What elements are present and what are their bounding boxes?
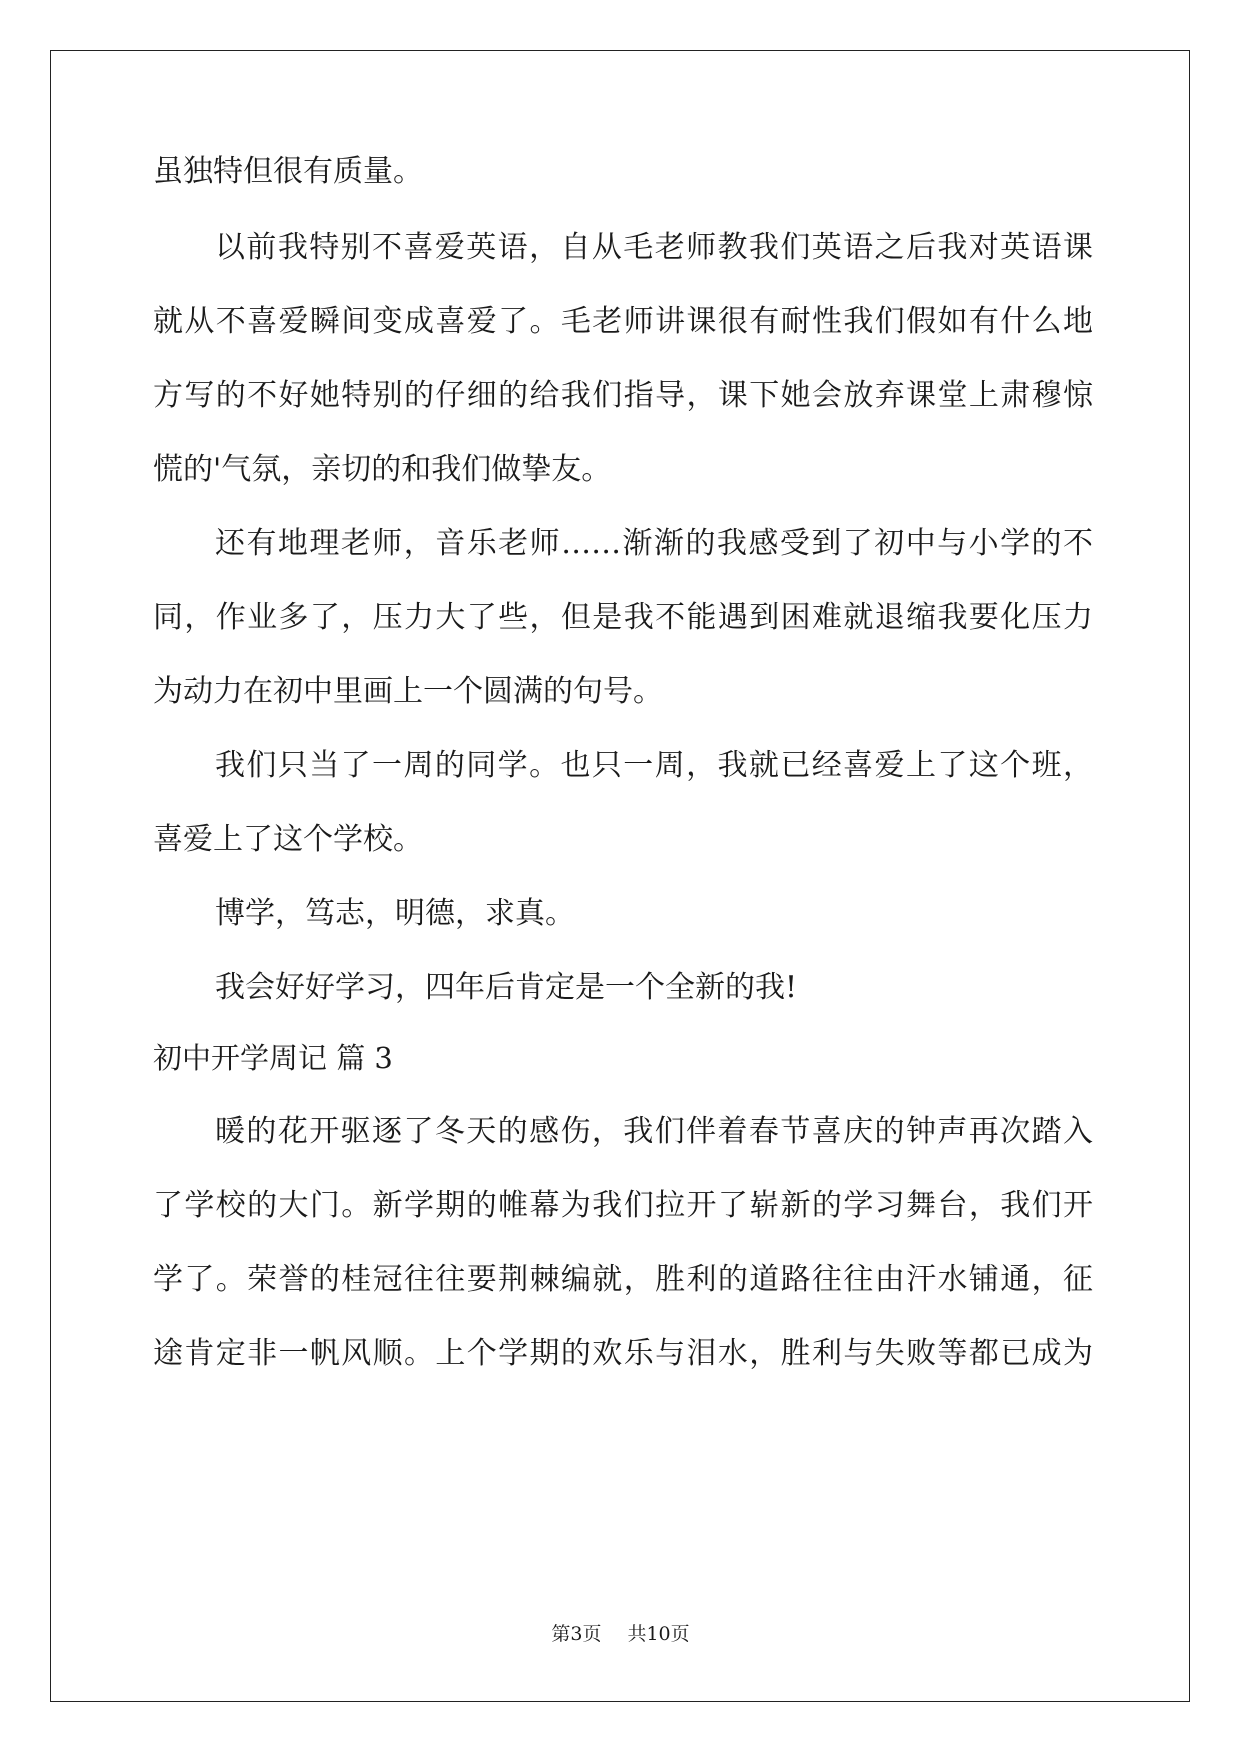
paragraph-line: 博学，笃志，明德，求真。 — [215, 896, 575, 931]
paragraph-line: 虽独特但很有质量。 — [153, 154, 423, 189]
paragraph-line: 同，作业多了，压力大了些，但是我不能遇到困难就退缩我要化压力 — [153, 600, 1093, 635]
paragraph-line: 途肯定非一帆风顺。上个学期的欢乐与泪水，胜利与失败等都已成为 — [153, 1336, 1093, 1371]
paragraph-line: 喜爱上了这个学校。 — [153, 822, 423, 857]
paragraph-line: 以前我特别不喜爱英语，自从毛老师教我们英语之后我对英语课 — [215, 230, 1093, 265]
page-number: 第3页 — [551, 1623, 602, 1645]
paragraph-line: 学了。荣誉的桂冠往往要荆棘编就，胜利的道路往往由汗水铺通，征 — [153, 1262, 1093, 1297]
paragraph-line: 慌的'气氛，亲切的和我们做挚友。 — [153, 452, 612, 487]
section-heading: 初中开学周记 篇 3 — [153, 1041, 393, 1075]
total-pages: 共10页 — [627, 1623, 690, 1645]
paragraph-line: 了学校的大门。新学期的帷幕为我们拉开了崭新的学习舞台，我们开 — [153, 1188, 1093, 1223]
page-footer — [0, 1622, 1241, 1646]
paragraph-line: 就从不喜爱瞬间变成喜爱了。毛老师讲课很有耐性我们假如有什么地 — [153, 304, 1093, 339]
paragraph-line: 我会好好学习，四年后肯定是一个全新的我! — [215, 970, 798, 1005]
paragraph-line: 方写的不好她特别的仔细的给我们指导，课下她会放弃课堂上肃穆惊 — [153, 378, 1093, 413]
paragraph-line: 我们只当了一周的同学。也只一周，我就已经喜爱上了这个班， — [215, 748, 1093, 783]
paragraph-line: 为动力在初中里画上一个圆满的句号。 — [153, 674, 663, 709]
paragraph-line: 还有地理老师，音乐老师……渐渐的我感受到了初中与小学的不 — [215, 526, 1093, 561]
paragraph-line: 暖的花开驱逐了冬天的感伤，我们伴着春节喜庆的钟声再次踏入 — [215, 1114, 1093, 1149]
page-border — [50, 50, 1190, 1702]
